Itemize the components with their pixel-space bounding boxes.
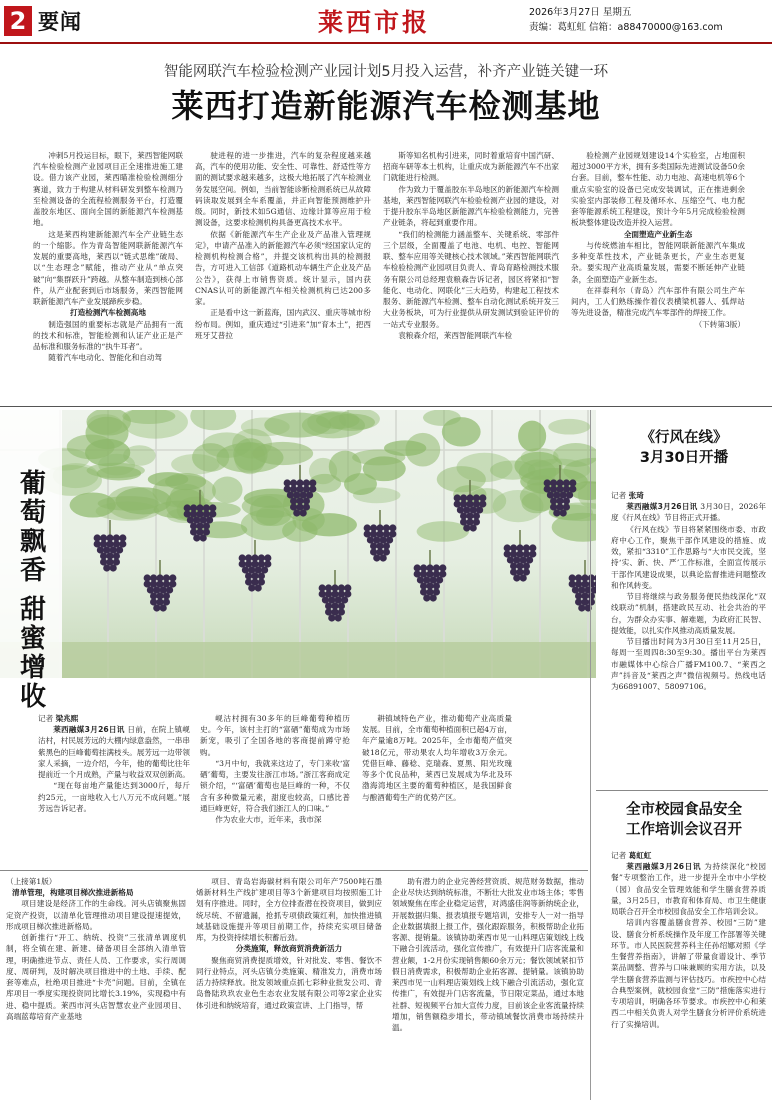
xingfeng-title	[600, 428, 768, 468]
byline: 记者 葛虹虹	[611, 851, 652, 860]
continued-column-3	[392, 876, 584, 1104]
byline: 记者 张琦	[611, 491, 644, 500]
grape-berry	[560, 509, 567, 516]
grape-berry	[255, 584, 262, 591]
grape-title-char: 飘	[19, 527, 46, 557]
continued-column-1	[6, 876, 186, 1104]
grape-berry	[200, 534, 207, 541]
paragraph: 项目、青岛岩海碳材料有限公司年产7500吨石墨烯新材料生产线扩建项目等3个新建项目均按照施工计划有序推进。同时，全方位排查潜在投资项目，做到应统尽统、不留遗漏，抢抓专项债政策红利，加快推进镇域基础设施提升等项目前期工作，持续充实项目储备库，为投资持续增长积蓄后劲。	[196, 877, 382, 943]
lead-subtitle: 打造检测汽车检测高地	[70, 308, 146, 318]
paragraph: 在祥泰利尔（青岛）汽车部件有限公司生产车间内，工人们熟练操作着仪表横梁机器人、弧焊站等先进设备，精准完成汽车零部件的焊接工作。	[571, 285, 745, 318]
continued-from-page-1: （上接第1版）	[6, 877, 57, 886]
grape-column-2	[200, 713, 350, 863]
leaf	[250, 496, 285, 526]
food-safety-title-line-2: 工作培训会议召开	[626, 822, 742, 838]
grape-column-3	[362, 713, 512, 863]
xingfeng-title-line-2: 3月30日开播	[639, 450, 729, 466]
leaf	[252, 442, 313, 465]
grape-berry	[423, 594, 430, 601]
paragraph: 验检测产业园规划建设14个实验室，占地面积超过3000平方米，拥有多类国际先进测试设备50余台套。目前，整车性能、动力电池、高速电机等6个重点实验室的设备已完成安装调试，正在推进剩余实验室内部装修工程及循环水、压缩空气、电力配套等能源系统工程建设，预计今年5月完成检验检测板块整体建设改造并投入运营。	[571, 151, 745, 228]
grape-berry	[300, 509, 307, 516]
paragraph: 耕镇域特色产业，推动葡萄产业高质量发展。目前，全市葡萄种植面积已超4万亩，年产量逾8万吨。2025年，全市葡萄产值突破18亿元，带动果农人均年增收3万余元。凭借巨峰、藤稔、克瑞森、夏黑、阳光玫瑰等多个优良品种，莱西已发展成为华北及环渤海湾地区主要的葡萄种植区，是我国鲜食与酿酒葡萄生产的优势产区。	[362, 714, 512, 802]
leaf	[67, 434, 115, 459]
masthead-info	[529, 5, 723, 35]
xingfeng-article	[611, 490, 766, 786]
paragraph: 节目将继续与政务服务便民热线深化“双线联动”机制，搭建政民互动、社会共治的平台，为群众办实事、解难题，为政府汇民智、提效能，以扎实作风推动高质量发展。	[611, 592, 766, 635]
lead-column-1	[33, 150, 183, 404]
paragraph: 作为致力于覆盖胶东半岛地区的新能源汽车检测基地，莱西智能网联汽车检验检测产业园的建设，对于提升胶东半岛地区新能源汽车检验检测能力，完善产业链条，将起到重要作用。	[383, 184, 559, 228]
grape-berry	[430, 594, 437, 601]
paragraph: 聚焦商贸消费提质增效，针对批发、零售、餐饮不同行业特点，河头店镇分类施策、精准发力，消费市场活力持续释放。批发领域重点抓七彩种业批发公司、青岛鲁陆玖玖农业色生态农业发展有限公司等2家企业实体引进和纳统培育，通过政策宣讲、上门指导，帮	[196, 955, 382, 1010]
grape-berry	[470, 524, 477, 531]
grape-berry	[110, 564, 117, 571]
grape-title-char: 增	[19, 653, 46, 683]
grape-berry	[373, 554, 380, 561]
paragraph: 斯等知名机构引进来，同时着重培育中国汽研、招商车研等本土机构，让重庆成为新能源汽车不出家门就能进行检测。	[383, 151, 559, 183]
leaf	[548, 419, 590, 435]
leaf	[353, 487, 401, 503]
grape-berry	[153, 604, 160, 611]
continued-on-page-3: （下转第3版）	[694, 319, 745, 329]
leaf	[352, 449, 405, 465]
leaf	[107, 486, 159, 519]
paragraph: 岘沽村拥有30多年的巨峰葡萄种植历史。今年，该村主打的“富硒”葡萄成为市场新宠，吸引了全国各地的客商提前蹲守抢购。	[200, 714, 350, 757]
grape-berry	[193, 534, 200, 541]
paragraph: 培训内容覆盖膳食营养、校园“三防”建设、膳食分析系统操作及年度工作部署等关键环节。市人民医院营养科主任孙绍娜对照《学生餐营养指南》，讲解了带量食谱设计、季节菜品调整、营养与口味兼顾的实用方法，以及学生膳食营养监测与评估技巧。市疾控中心结合典型案例，就校园食堂“三防”措施落实进行专项培训，明确各环节要求。市疾控中心和莱西二中相关负责人对学生膳食分析评价系统进行了实操培训。	[611, 918, 766, 1029]
grape-berry	[328, 614, 335, 621]
paragraph: 正是看中这一新蓝海，国内武汉、重庆等城市纷纷布局。例如，重庆通过“引进来”加“育本土”，把西班牙艾普拉	[195, 308, 371, 340]
lead-column-2	[195, 150, 371, 404]
continued-subtitle: 分类施策，释放商贸消费新活力	[235, 944, 343, 954]
lead-column-3	[383, 150, 559, 404]
food-safety-title-line-1: 全市校园食品安全	[626, 802, 742, 818]
divider	[596, 790, 768, 791]
paragraph: 项目建设是经济工作的生命线。河头店镇聚焦固定资产投资，以清单化管理推动项目建设提速提效，形成项目梯次推进新格局。	[6, 899, 186, 931]
lead-subheadline: 智能网联汽车检验检测产业园计划5月投入运营，补齐产业链关键一环	[163, 64, 609, 80]
leaf	[423, 410, 461, 426]
paragraph: 与传统燃油车相比，智能网联新能源汽车集成多种变革性技术，产业链条更长，产业生态更复杂。要实现产业高质量发展，需要不断延伸产业链条，全面塑造产业新生态。	[571, 240, 745, 284]
paragraph: 节目播出时间为3月30日至11月25日，每周一至周四8:30至9:30。播出平台为莱西市融媒体中心综合广播FM100.7、“莱西之声”抖音及“莱西之声”微信视频号。热线电话为66891007、58097106。	[611, 637, 766, 691]
leaf	[518, 421, 546, 452]
paragraph: 《行风在线》节目将紧紧围绕市委、市政府中心工作，聚焦干部作风建设的措施、成效，紧扣“3310”工作思路与“大市民交流，坚持‘实、新、快、严’工作标准，全面宣传展示干部作风建设成果，以典论监督推进问题整改和作风转变。	[611, 524, 766, 590]
paragraph: 作为农业大市，近年来，我市深	[215, 815, 322, 825]
paragraph: 莱西融媒3月26日讯 日前，在院上镇岘沽村，村民展芳远的大棚内绿意盎然，一串串紫黑色的巨峰葡萄挂满枝头。展芳远一边带领家人采摘，一边介绍，今年，他的葡萄比往年提前近一个月成熟，产量与收益双双创新高。	[38, 725, 190, 780]
paragraph: 莱西融媒3月26日讯 3月30日，2026年度《行风在线》节目将正式开播。	[611, 502, 766, 523]
grape-story-title	[6, 470, 60, 712]
grape-berry	[335, 614, 342, 621]
paragraph: 制造强国的重要标志就是产品拥有一流的技术和标准，智能检测和认证产业正是产品标准和服务标准的“执牛耳者”。	[33, 319, 183, 351]
grape-title-char: 蜜	[19, 624, 46, 654]
paragraph: 助有潜力的企业完善经营资质、规范财务数据，推动企业尽快达到纳统标准，不断壮大批发业市场主体；零售领域聚焦在库企业稳定运营，对鸿盛佳润等新纳统企业，开展数据归集、报表填报专题培训，安排专人一对一指导企业数据填报上报工作，强化跟踪服务，积极帮助企业拓客源、提销量。该镇协助莱西市见一山料理店策划线上线下融合引流活动，强化宣传推广，有效提升门店客流量和营业额，1-2月份实现销售额60余万元；餐饮领域紧扣节假日消费需求，积极帮助企业拓客源、提销量。该镇协助莱西市见一山料理店策划线上线下融合引流活动，强化宣传推广，有效提升门店客流量，节日限定菜品，通过本地社群、短视频平台加大宣传力度，目前该企业客流量持续增加，销售额稳步增长，带动镇域餐饮消费市场持续升温。	[392, 877, 584, 1033]
paragraph: 冲刺5月投运目标，眼下，莱西智能网联汽车检验检测产业园项目正全速推进施工建设。借力该产业园，莱西瞄准检验检测细分赛道，致力于构建从材料研发到整车检测乃至检测设备的全流程检测服务平台，打造覆盖胶东地区、面向全国的新能源汽车检测基地。	[33, 151, 183, 228]
section-name: 要闻	[38, 10, 82, 34]
paragraph: 创新推行“开工、纳统、投资”三张清单调度机制，将全镇在建、新建、储备项目全部纳入清单管理，明确推进节点、责任人员、工作要求，实行周调度、周研判，及时解决项目推进中的土地、手续、配套等难点，杜绝项目推进“卡壳”问题。目前，全镇在库项目一季度实现投资同比增长3.19%，实现稳中有进、稳中提质。莱西市河头店智慧农业产业园项目、高端蓝莓培育产业基地	[6, 933, 186, 1021]
continued-subtitle: 清单管理，构建项目梯次推进新格局	[12, 888, 134, 898]
leaf	[212, 477, 243, 504]
leaf	[241, 417, 290, 436]
grape-berry	[578, 604, 585, 611]
newspaper-title: 莱西市报	[318, 8, 431, 37]
page-number: 2	[4, 6, 32, 36]
paragraph: 随着汽车电动化、智能化和自动驾	[48, 353, 163, 363]
grape-title-char: 收	[19, 682, 46, 712]
grape-title-line-2	[6, 596, 60, 712]
lead-headline: 莱西打造新能源汽车检测基地	[171, 87, 601, 125]
leaf	[123, 445, 156, 466]
grape-title-char: 香	[19, 556, 46, 586]
leaf	[521, 448, 559, 467]
paragraph: “我们的检测能力涵盖整车、关键系统、零部件三个层级，全面覆盖了电池、电机、电控、智能网联、整车应用等关键核心技术领域。”莱西智能网联汽车检验检测产业园项目负责人、青岛育路检测技术服务有限公司总经理袁粮森告诉记者，园区将紧扣“智能化、电动化、网联化”三大趋势，构建起工程技术服务、新能源汽车检测、整车自动化测试系统开发三大业务板块，可为行业提供从研发测试到验证评价的一站式专业服务。	[383, 229, 559, 329]
grape-berry	[520, 574, 527, 581]
continued-column-2	[196, 876, 382, 1104]
grape-berry	[553, 509, 560, 516]
grape-berry	[248, 584, 255, 591]
editor-line: 责编：葛虹虹 信箱：a88470000@163.com	[529, 22, 723, 33]
grape-berry	[293, 509, 300, 516]
lead-subtitle: 全面塑造产业新生态	[623, 229, 693, 239]
paragraph: “3月中旬，我就来这边了，专门来收‘富硒’葡萄，主要发往浙江市场。”浙江客商成定锁介绍，“‘富硒’葡萄也是巨峰的一种，不仅含有多种微量元素，甜度也较高，口感比普通巨峰更好，符合我们浙江人的口味。”	[200, 758, 350, 813]
divider	[0, 406, 772, 407]
grape-berry	[380, 554, 387, 561]
leaf	[329, 414, 376, 431]
grape-berry	[463, 524, 470, 531]
leaf	[457, 453, 513, 482]
grape-title-char: 葡	[19, 469, 46, 499]
paragraph: 袁粮森介绍，莱西智能网联汽车检	[398, 330, 513, 340]
masthead	[0, 0, 772, 44]
paragraph: 依据《新能源汽车生产企业及产品准入管理规定》，申请产品准入的新能源汽车必须“经国家认定的检测机构检测合格”，并提交该机构出具的检测报告，方可进入工信部《道路机动车辆生产企业及产品公告》，获得上市销售资质。统计显示，国内获CNAS认可的新能源汽车相关检测机构已达200多家。	[195, 229, 371, 307]
byline: 记者 梁兆熙	[38, 714, 79, 723]
grape-berry	[103, 564, 110, 571]
leaf	[190, 410, 236, 430]
food-safety-title	[600, 800, 768, 840]
divider	[0, 870, 588, 871]
food-safety-article	[611, 850, 766, 1100]
xingfeng-title-line-1: 《行风在线》	[640, 430, 728, 446]
paragraph: 这是莱西构建新能源汽车全产业链生态的一个缩影。作为青岛智能网联新能源汽车发展的重要高地，莱西以“链式思维”破局、以“生态理念”赋能，推动产业从“单点突破”向“集群跃升”跨越。从整车制造到核心部件，从产业配套到后市场服务，莱西智能网联新能源汽车产业发展蹄疾步稳。	[33, 229, 183, 307]
grape-title-line-1	[6, 470, 60, 586]
paragraph: 驶进程的进一步推进，汽车的复杂程度越来越高，汽车的使用功能、安全性、可靠性、舒适性等方面的测试要求越来越多，这极大地拓展了汽车检测业务发展空间。例如，当前智能诊断检测系统已从故障码读取发展到全车系覆盖，并正向智能预测维护升级。同时，新技术如5G通信、边缘计算等应用于检测设备，这要求检测机构具备更高技术水平。	[195, 151, 371, 228]
leaf	[202, 432, 251, 457]
grape-column-1	[38, 713, 190, 863]
grape-berry	[160, 604, 167, 611]
paragraph: 莱西融媒3月26日讯 为持续深化“校园餐”专项整治工作，进一步提升全市中小学校（园）食品安全管理效能和学生膳食营养质量，3月25日，市教育和体育局、市卫生健康局联合召开全市校园食品安全工作培训会议。	[611, 862, 766, 917]
divider	[590, 410, 591, 1100]
grape-title-char: 萄	[19, 498, 46, 528]
date-line: 2026年3月27日 星期五	[529, 7, 632, 18]
grape-berry	[513, 574, 520, 581]
lead-column-4	[571, 150, 745, 404]
paragraph: “现在每亩地产量能达到3000斤，每斤约25元，一亩地收入七八万元不成问题。”展芳远告诉记者。	[38, 781, 190, 813]
grape-title-char: 甜	[19, 595, 46, 625]
